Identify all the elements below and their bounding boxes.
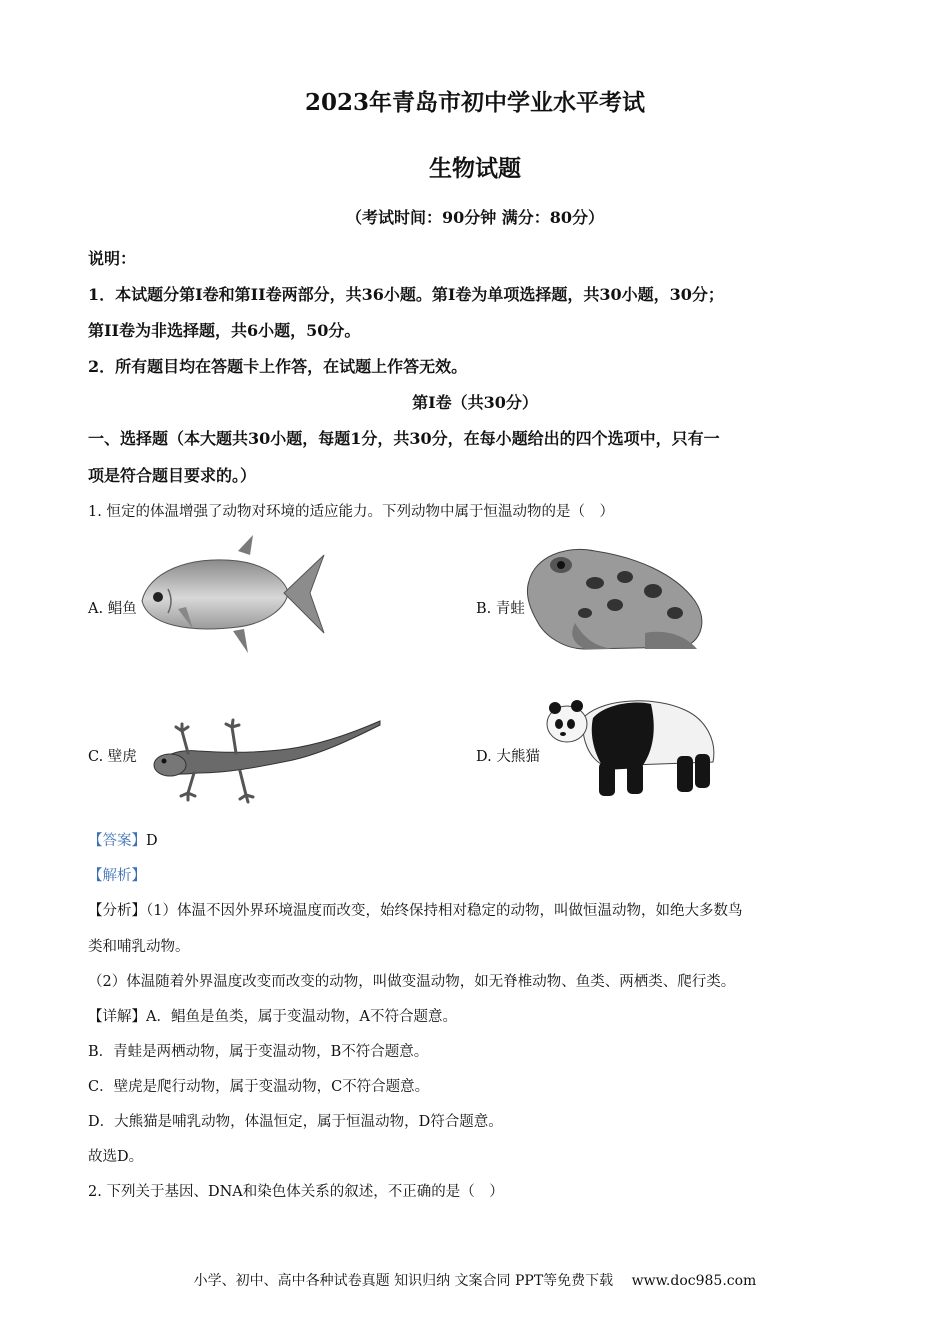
instruction-1-line-2: 第II卷为非选择题，共6小题，50分。 (88, 321, 361, 340)
section-1-desc-line-2: 项是符合题目要求的。） (88, 466, 257, 485)
question-2-stem: 2. 下列关于基因、DNA和染色体关系的叙述，不正确的是（ ） (88, 1184, 504, 1200)
answer-value: D (146, 833, 158, 849)
answer-tag: 【答案】 (88, 833, 146, 849)
subject-title: 生物试题 (429, 155, 521, 182)
option-a-label: A. 鲳鱼 (88, 601, 137, 617)
option-c-label: C. 壁虎 (88, 749, 137, 765)
detail-d: D．大熊猫是哺乳动物，体温恒定，属于恒温动物，D符合题意。 (88, 1114, 503, 1130)
footer-text: 小学、初中、高中各种试卷真题 知识归纳 文案合同 PPT等免费下载 www.doc985.com (193, 1273, 757, 1289)
fish-icon (138, 533, 328, 655)
analysis-line-2: 类和哺乳动物。 (88, 939, 190, 955)
section-1-title: 第I卷（共30分） (412, 393, 538, 412)
gecko-icon (148, 713, 383, 805)
analysis-line-3: （2）体温随着外界温度改变而改变的动物，叫做变温动物，如无脊椎动物、鱼类、两栖类、爬行类。 (88, 974, 736, 990)
frog-icon (525, 543, 710, 655)
instructions-heading: 说明： (88, 249, 137, 268)
conclusion: 故选D。 (88, 1149, 144, 1165)
analysis-line-1: 【分析】（1）体温不因外界环境温度而改变，始终保持相对稳定的动物，叫做恒温动物，如绝大多数鸟 (88, 903, 743, 919)
analysis-tag: 【解析】 (88, 868, 146, 884)
exam-title: 2023年青岛市初中学业水平考试 (304, 89, 645, 116)
section-1-desc-line-1: 一、选择题（本大题共30小题，每题1分，共30分，在每小题给出的四个选项中，只有一 (88, 429, 720, 448)
answer-line (88, 829, 158, 850)
exam-info: （考试时间：90分钟 满分：80分） (345, 208, 605, 227)
option-d-label: D. 大熊猫 (476, 749, 540, 765)
instruction-2: 2．所有题目均在答题卡上作答，在试题上作答无效。 (88, 357, 468, 376)
detail-a: 【详解】A．鲳鱼是鱼类，属于变温动物，A不符合题意。 (88, 1009, 457, 1025)
question-1-stem: 1. 恒定的体温增强了动物对环境的适应能力。下列动物中属于恒温动物的是（ ） (88, 504, 614, 520)
detail-b: B．青蛙是两栖动物，属于变温动物，B不符合题意。 (88, 1044, 429, 1060)
option-b-label: B. 青蛙 (476, 601, 525, 617)
instruction-1-line-1: 1．本试题分第I卷和第II卷两部分，共36小题。第I卷为单项选择题，共30小题，30分； (88, 285, 724, 304)
detail-c: C．壁虎是爬行动物，属于变温动物，C不符合题意。 (88, 1079, 430, 1095)
panda-icon (545, 690, 720, 800)
